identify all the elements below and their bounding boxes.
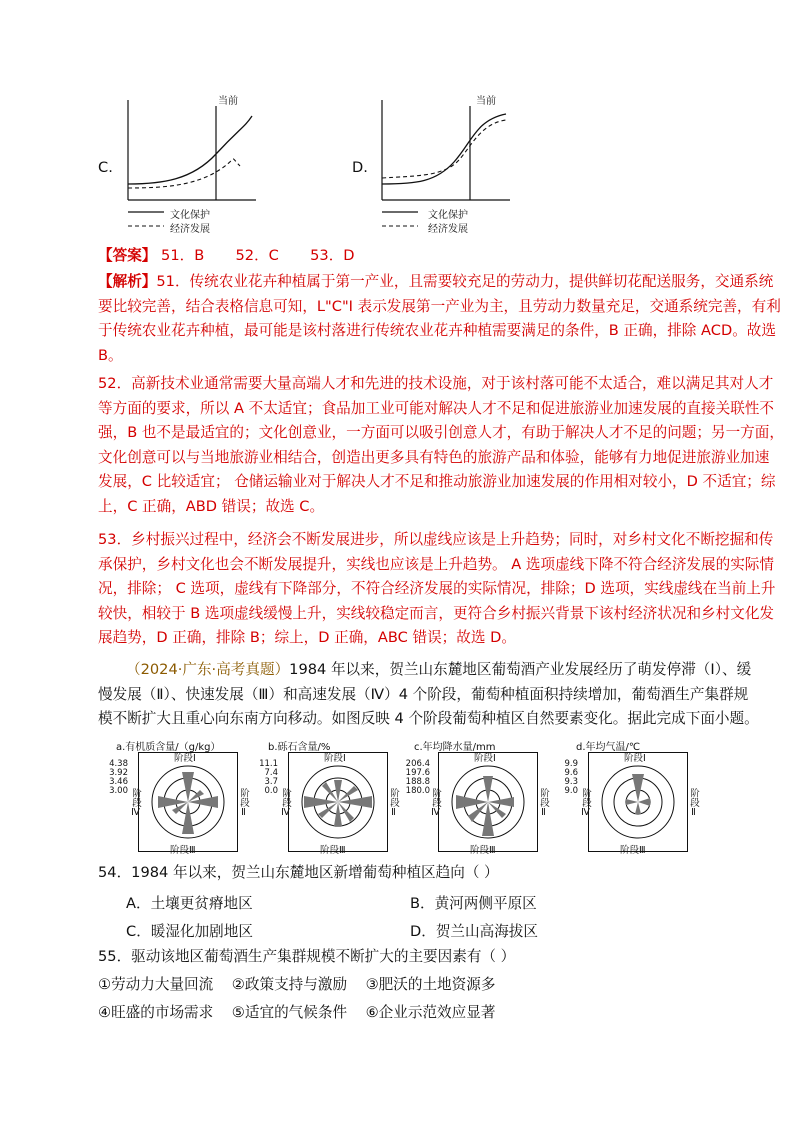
graph-c bbox=[98, 92, 258, 234]
rose-a-title: a.有机质含量/（g/kg） bbox=[116, 742, 221, 753]
q54-option-a[interactable]: A．土壤更贫瘠地区 bbox=[126, 895, 253, 912]
rose-b-plot bbox=[288, 752, 388, 852]
graph-c-legend-solid: 文化保护 bbox=[170, 210, 210, 221]
rose-d: d.年均气温/℃ 9.9 9.6 9.3 9.0 阶段Ⅰ 阶段Ⅲ 阶段Ⅳ 阶段Ⅱ bbox=[558, 738, 708, 858]
rose-c: c.年均降水量/mm 206.4 197.6 188.8 180.0 阶段Ⅰ 阶段Ⅲ 阶段Ⅳ 阶段Ⅱ bbox=[408, 738, 558, 858]
graph-d-legend-dashed: 经济发展 bbox=[428, 224, 468, 235]
q54-option-c[interactable]: C．暖湿化加剧地区 bbox=[126, 923, 253, 940]
rose-d-plot bbox=[588, 752, 688, 852]
passage-source: （2024·广东·高考真题） bbox=[126, 661, 290, 678]
q55-choices-row2: ④旺盛的市场需求 ⑤适宜的气候条件 ⑥企业示范效应显著 bbox=[98, 1004, 496, 1021]
q54-option-b[interactable]: B．黄河两侧平原区 bbox=[410, 895, 537, 912]
graph-c-label: C. bbox=[98, 159, 113, 176]
answer-53: 53．D bbox=[310, 247, 355, 264]
q55-choices-row1: ①劳动力大量回流 ②政策支持与激励 ③肥沃的土地资源多 bbox=[98, 976, 496, 993]
graph-d-legend-solid: 文化保护 bbox=[428, 210, 468, 221]
rose-a-plot bbox=[138, 752, 238, 852]
answer-52: 52．C bbox=[235, 247, 279, 264]
rose-d-title: d.年均气温/℃ bbox=[576, 742, 641, 753]
passage: （2024·广东·高考真题）1984 年以来，贺兰山东麓地区葡萄酒产业发展经历了萌发停滞（Ⅰ）、缓 慢发展（Ⅱ）、快速发展（Ⅲ）和高速发展（Ⅳ）4 个阶段，葡萄种植面积持续增加，葡萄酒生产集群规 模不断扩大且重心向东南方向移动。如图反映 4 个阶段葡萄种植区自然要素变化。据此完成下面小题。 bbox=[98, 661, 759, 728]
rose-b-title: b.砾石含量/% bbox=[268, 742, 331, 753]
graph-d bbox=[352, 92, 512, 234]
rose-diagrams bbox=[108, 738, 708, 858]
rose-b: b.砾石含量/% 11.1 7.4 3.7 0.0 阶段Ⅰ 阶段Ⅲ 阶段Ⅳ 阶段Ⅱ bbox=[258, 738, 408, 858]
analysis-p2: 52．高新技术业通常需要大量高端人才和先进的技术设施，对于该村落可能不太适合，难以满足其对人才 等方面的要求，所以 A 不太适宜；食品加工业可能对解决人才不足和促进旅游业加速发展的直接关联性不 强，B 也不是最适宜的；文化创意业，一方面可以吸引创意人才，有助于解决人才不足的问题；另一方面， 文化创意可以与当地旅游业相结合，创造出更多具有特色的旅游产品和体验，能够有力地促进旅游业加速 发展，C 比较适宜； 仓储运输业对于解决人才不足和推动旅游业加速发展的作用相对较小，D 不适宜；综 上，C 正确，ABD 错误；故选 C。 bbox=[98, 375, 784, 515]
graph-d-top-label: 当前 bbox=[476, 96, 496, 107]
graph-d-label: D. bbox=[352, 159, 368, 176]
analysis-tag: 【解析】 bbox=[98, 273, 157, 290]
graph-c-top-label: 当前 bbox=[218, 96, 238, 107]
answer-tag: 【答案】 bbox=[98, 247, 157, 264]
q55-stem: 55．驱动该地区葡萄酒生产集群规模不断扩大的主要因素有（ ） bbox=[98, 948, 516, 965]
answer-51: 51．B bbox=[161, 247, 205, 264]
q54-option-d[interactable]: D．贺兰山高海拔区 bbox=[410, 923, 538, 940]
q54-stem: 54．1984 年以来，贺兰山东麓地区新增葡萄种植区趋向（ ） bbox=[98, 864, 499, 881]
analysis-p1: 【解析】51．传统农业花卉种植属于第一产业，且需要较充足的劳动力，提供鲜切花配送服务，交通系统 要比较完善，结合表格信息可知，L"C"I 表示发展第一产业为主，且劳动力数量充足，交通系统完善，有利 于传统农业花卉种植，最可能是该村落进行传统农业花卉种植需要满足的条件，B 正确，排除 ACD。故选 B。 bbox=[98, 273, 781, 364]
analysis-p3: 53．乡村振兴过程中，经济会不断发展进步，所以虚线应该是上升趋势；同时，对乡村文化不断挖掘和传 承保护，乡村文化也会不断发展提升，实线也应该是上升趋势。 A 选项虚线下降不符合经济发展的实际情 况，排除； C 选项，虚线有下降部分，不符合经济发展的实际情况，排除；D 选项，实线虚线在当前上升 较快，相较于 B 选项虚线缓慢上升，实线较稳定而言，更符合乡村振兴背景下该村经济状况和乡村文化发 展趋势，D 正确，排除 B；综上，D 正确，ABC 错误；故选 D。 bbox=[98, 531, 776, 647]
rose-c-title: c.年均降水量/mm bbox=[414, 742, 496, 753]
rose-c-plot bbox=[438, 752, 538, 852]
graph-c-legend-dashed: 经济发展 bbox=[170, 224, 210, 235]
answer-line bbox=[98, 244, 355, 268]
rose-a: a.有机质含量/（g/kg） 4.38 3.92 3.46 3.00 阶段Ⅰ 阶段Ⅲ 阶段Ⅳ 阶段Ⅱ bbox=[108, 738, 258, 858]
